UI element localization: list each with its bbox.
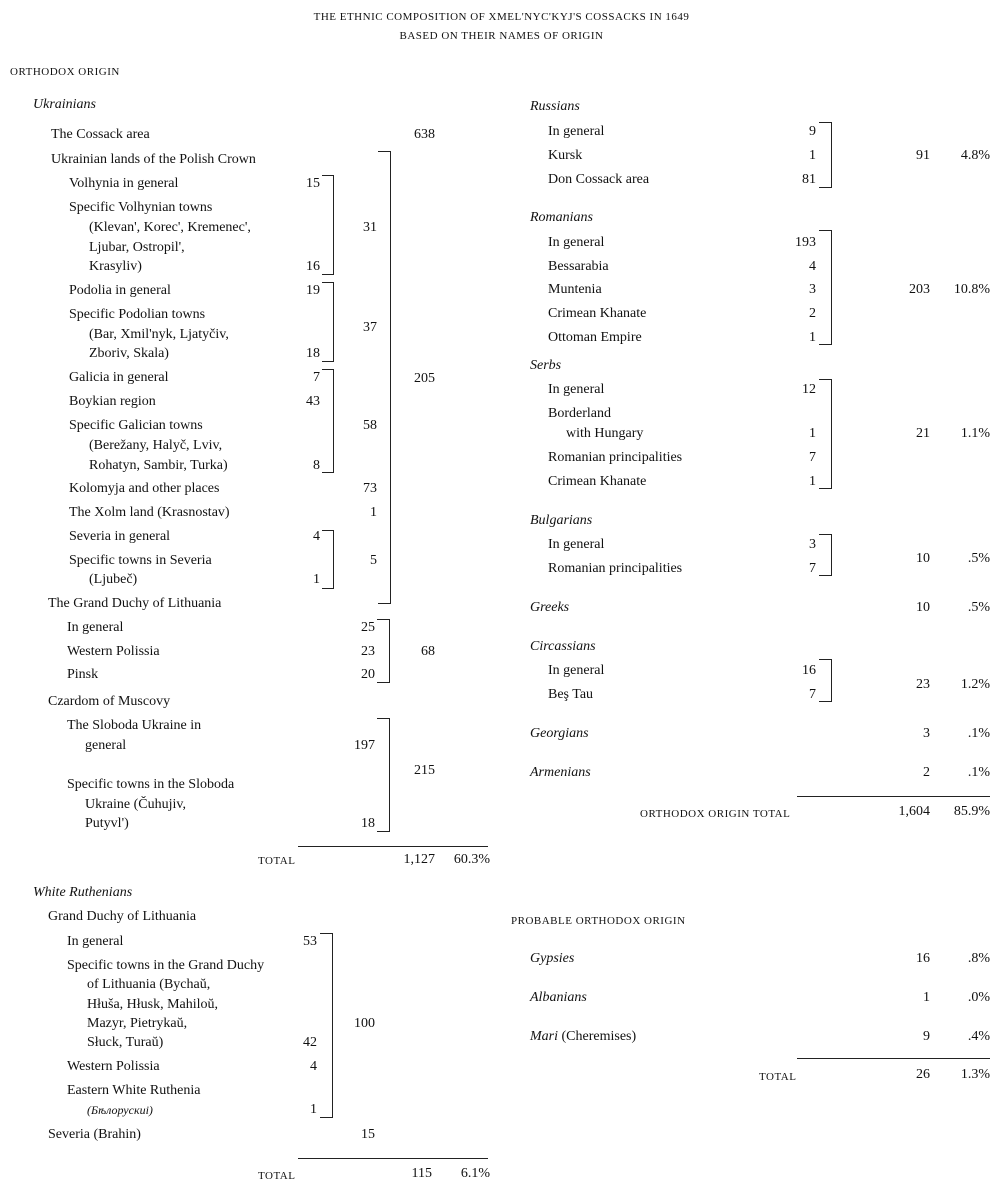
probable-total-value: 26 xyxy=(916,1067,930,1082)
wr-towns-label-3: Hłuša, Hłusk, Mahiloŭ, xyxy=(87,997,219,1012)
romanians-heading: Romanians xyxy=(530,210,593,225)
severia-towns-label-2: (Ljubeč) xyxy=(89,572,138,587)
russians-total: 91 xyxy=(916,148,930,163)
severia-general-label: Severia in general xyxy=(69,529,171,544)
lith-pinsk-label: Pinsk xyxy=(67,667,99,682)
ukrainians-total-rule xyxy=(298,846,488,847)
georgians-pct: .1% xyxy=(967,726,990,741)
romanians-row-label: Crimean Khanate xyxy=(548,306,647,321)
lith-polissia-value: 23 xyxy=(361,644,375,659)
volhynia-general-label: Volhynia in general xyxy=(69,176,179,191)
serbs-row-label: Romanian principalities xyxy=(548,450,683,465)
serbs-row-label: with Hungary xyxy=(566,426,644,441)
wr-towns-label-1: Specific towns in the Grand Duchy xyxy=(67,958,265,973)
circassians-row-value: 7 xyxy=(809,687,816,702)
cossack-area-label: The Cossack area xyxy=(51,127,150,142)
galicia-towns-label-3: Rohatyn, Sambir, Turka) xyxy=(89,458,228,473)
albanians-heading: Albanians xyxy=(530,990,587,1005)
wr-severia-value: 15 xyxy=(361,1127,375,1142)
serbs-row-label: Crimean Khanate xyxy=(548,474,647,489)
orthodox-total-label: ORTHODOX ORIGIN TOTAL xyxy=(640,808,791,820)
romanians-pct: 10.8% xyxy=(953,282,990,297)
severia-bracket xyxy=(322,530,334,589)
podolia-total: 37 xyxy=(363,320,377,335)
severia-towns-label-1: Specific towns in Severia xyxy=(69,553,212,568)
wr-towns-label-4: Mazyr, Pietrykaŭ, xyxy=(87,1016,188,1031)
lithuania-total: 68 xyxy=(421,644,435,659)
galicia-towns-value: 8 xyxy=(313,458,320,473)
circassians-pct: 1.2% xyxy=(960,677,990,692)
wr-polissia-label: Western Polissia xyxy=(67,1059,160,1074)
circassians-heading: Circassians xyxy=(530,639,596,654)
wr-eastern-label-2: (Бѣлорускиі) xyxy=(87,1103,153,1117)
muscovy-total: 215 xyxy=(414,763,435,778)
severia-total: 5 xyxy=(370,553,377,568)
volhynia-towns-label-3: Ljubar, Ostropil', xyxy=(89,240,185,255)
page-subtitle: BASED ON THEIR NAMES OF ORIGIN xyxy=(399,30,604,42)
wr-general-label: In general xyxy=(67,934,124,949)
wr-total-value: 115 xyxy=(411,1166,432,1181)
romanians-row-value: 4 xyxy=(809,259,816,274)
serbs-total: 21 xyxy=(916,426,930,441)
circassians-row-value: 16 xyxy=(802,663,816,678)
galicia-bracket xyxy=(322,369,334,473)
serbs-row-value: 7 xyxy=(809,450,816,465)
romanians-row-value: 2 xyxy=(809,306,816,321)
lith-pinsk-value: 20 xyxy=(361,667,375,682)
romanians-row-value: 3 xyxy=(809,282,816,297)
russians-row-label: In general xyxy=(548,124,605,139)
serbs-row-label: In general xyxy=(548,382,605,397)
orthodox-total-pct: 85.9% xyxy=(953,804,990,819)
white-ruthenians-heading: White Ruthenians xyxy=(33,885,133,900)
galicia-general-label: Galicia in general xyxy=(69,370,169,385)
russians-bracket xyxy=(819,122,832,188)
sloboda-towns-label-3: Putyvl') xyxy=(85,816,129,831)
romanians-row-label: Muntenia xyxy=(548,282,602,297)
serbs-heading: Serbs xyxy=(530,358,562,373)
xolm-value: 1 xyxy=(370,505,377,520)
galicia-general-value: 7 xyxy=(313,370,320,385)
russians-row-value: 9 xyxy=(809,124,816,139)
wr-bracket-total: 100 xyxy=(354,1016,375,1031)
circassians-total: 23 xyxy=(916,677,930,692)
bulgarians-row-value: 7 xyxy=(809,561,816,576)
page-title: THE ETHNIC COMPOSITION OF XMEL'NYC'KYJ'S COSSACKS IN 1649 xyxy=(313,11,690,23)
lithuania-bracket xyxy=(377,619,390,683)
volhynia-towns-label-1: Specific Volhynian towns xyxy=(69,200,213,215)
russians-row-value: 1 xyxy=(809,148,816,163)
wr-towns-label-2: of Lithuania (Bychaŭ, xyxy=(87,977,211,992)
podolia-general-label: Podolia in general xyxy=(69,283,171,298)
lith-general-value: 25 xyxy=(361,620,375,635)
romanians-total: 203 xyxy=(909,282,930,297)
galicia-towns-label-2: (Berežany, Halyč, Lviv, xyxy=(89,438,223,453)
bulgarians-row-label: In general xyxy=(548,537,605,552)
bulgarians-heading: Bulgarians xyxy=(530,513,593,528)
volhynia-bracket xyxy=(322,175,334,275)
wr-bracket xyxy=(320,933,333,1118)
volhynia-general-value: 15 xyxy=(306,176,320,191)
armenians-total: 2 xyxy=(923,765,930,780)
georgians-total: 3 xyxy=(923,726,930,741)
greeks-total: 10 xyxy=(916,600,930,615)
russians-row-label: Kursk xyxy=(548,148,583,163)
russians-row-label: Don Cossack area xyxy=(548,172,650,187)
mari-pct: .4% xyxy=(967,1029,990,1044)
cossack-area-value: 638 xyxy=(414,127,435,142)
kolomyja-label: Kolomyja and other places xyxy=(69,481,220,496)
bulgarians-total: 10 xyxy=(916,551,930,566)
serbs-row-label: Borderland xyxy=(548,406,611,421)
serbs-pct: 1.1% xyxy=(960,426,990,441)
sloboda-general-value: 197 xyxy=(354,738,375,753)
romanians-row-value: 193 xyxy=(795,235,816,250)
ukrainians-total-label: TOTAL xyxy=(258,855,296,867)
volhynia-towns-label-4: Krasyliv) xyxy=(89,259,142,274)
orthodox-total-rule xyxy=(797,796,990,797)
volhynia-total: 31 xyxy=(363,220,377,235)
albanians-total: 1 xyxy=(923,990,930,1005)
polish-crown-label: Ukrainian lands of the Polish Crown xyxy=(51,152,256,167)
podolia-towns-label-1: Specific Podolian towns xyxy=(69,307,206,322)
wr-severia-label: Severia (Brahin) xyxy=(48,1127,141,1142)
albanians-pct: .0% xyxy=(967,990,990,1005)
armenians-heading: Armenians xyxy=(530,765,591,780)
greeks-pct: .5% xyxy=(967,600,990,615)
boykian-label: Boykian region xyxy=(69,394,156,409)
mari-suffix: (Cheremises) xyxy=(561,1029,637,1044)
gypsies-heading: Gypsies xyxy=(530,951,575,966)
sloboda-general-label-2: general xyxy=(85,738,127,753)
wr-total-label: TOTAL xyxy=(258,1170,296,1182)
bulgarians-pct: .5% xyxy=(967,551,990,566)
serbs-row-value: 12 xyxy=(802,382,816,397)
volhynia-towns-value: 16 xyxy=(306,259,320,274)
lithuania-label: The Grand Duchy of Lithuania xyxy=(48,596,222,611)
polish-crown-bracket xyxy=(378,151,391,604)
bulgarians-row-label: Romanian principalities xyxy=(548,561,683,576)
lith-polissia-label: Western Polissia xyxy=(67,644,160,659)
wr-total-rule xyxy=(298,1158,488,1159)
orthodox-origin-heading: ORTHODOX ORIGIN xyxy=(10,66,120,78)
russians-row-value: 81 xyxy=(802,172,816,187)
russians-heading: Russians xyxy=(530,99,580,114)
bulgarians-bracket xyxy=(819,534,832,576)
wr-towns-label-5: Słuck, Turaŭ) xyxy=(87,1035,164,1050)
lith-general-label: In general xyxy=(67,620,124,635)
wr-eastern-value: 1 xyxy=(310,1102,317,1117)
russians-pct: 4.8% xyxy=(960,148,990,163)
bulgarians-row-value: 3 xyxy=(809,537,816,552)
probable-orthodox-heading: PROBABLE ORTHODOX ORIGIN xyxy=(511,915,686,927)
mari-heading: Mari xyxy=(530,1029,558,1044)
mari-total: 9 xyxy=(923,1029,930,1044)
podolia-towns-label-3: Zboriv, Skala) xyxy=(89,346,169,361)
kolomyja-value: 73 xyxy=(363,481,377,496)
gypsies-total: 16 xyxy=(916,951,930,966)
podolia-towns-label-2: (Bar, Xmil'nyk, Ljatyčiv, xyxy=(89,327,229,342)
severia-general-value: 4 xyxy=(313,529,320,544)
armenians-pct: .1% xyxy=(967,765,990,780)
muscovy-label: Czardom of Muscovy xyxy=(48,694,171,709)
galicia-towns-label-1: Specific Galician towns xyxy=(69,418,203,433)
serbs-bracket xyxy=(819,379,832,489)
ukrainians-heading: Ukrainians xyxy=(33,97,96,112)
volhynia-towns-label-2: (Klevan', Korec', Kremenec', xyxy=(89,220,251,235)
mari-label xyxy=(530,1028,636,1046)
probable-total-rule xyxy=(797,1058,990,1059)
romanians-row-label: In general xyxy=(548,235,605,250)
polish-crown-total: 205 xyxy=(414,371,435,386)
sloboda-towns-value: 18 xyxy=(361,816,375,831)
wr-general-value: 53 xyxy=(303,934,317,949)
wr-eastern-label-1: Eastern White Ruthenia xyxy=(67,1083,201,1098)
ukrainians-total-pct: 60.3% xyxy=(453,852,490,867)
sloboda-towns-label-1: Specific towns in the Sloboda xyxy=(67,777,235,792)
wr-polissia-value: 4 xyxy=(310,1059,317,1074)
georgians-heading: Georgians xyxy=(530,726,589,741)
ukrainians-total-value: 1,127 xyxy=(403,852,435,867)
boykian-value: 43 xyxy=(306,394,320,409)
circassians-bracket xyxy=(819,659,832,702)
serbs-row-value: 1 xyxy=(809,474,816,489)
muscovy-bracket xyxy=(377,718,390,832)
gypsies-pct: .8% xyxy=(967,951,990,966)
wr-total-pct: 6.1% xyxy=(460,1166,490,1181)
circassians-row-label: Beş Tau xyxy=(548,687,594,702)
romanians-bracket xyxy=(819,230,832,345)
greeks-heading: Greeks xyxy=(530,600,570,615)
severia-towns-value: 1 xyxy=(313,572,320,587)
sloboda-general-label-1: The Sloboda Ukraine in xyxy=(67,718,202,733)
probable-total-pct: 1.3% xyxy=(960,1067,990,1082)
podolia-towns-value: 18 xyxy=(306,346,320,361)
orthodox-total-value: 1,604 xyxy=(898,804,930,819)
circassians-row-label: In general xyxy=(548,663,605,678)
romanians-row-label: Bessarabia xyxy=(548,259,609,274)
xolm-label: The Xolm land (Krasnostav) xyxy=(69,505,230,520)
wr-gd-lithuania-label: Grand Duchy of Lithuania xyxy=(48,909,197,924)
romanians-row-value: 1 xyxy=(809,330,816,345)
serbs-row-value: 1 xyxy=(809,426,816,441)
podolia-bracket xyxy=(322,282,334,362)
probable-total-label: TOTAL xyxy=(759,1071,797,1083)
wr-towns-value: 42 xyxy=(303,1035,317,1050)
romanians-row-label: Ottoman Empire xyxy=(548,330,642,345)
galicia-total: 58 xyxy=(363,418,377,433)
sloboda-towns-label-2: Ukraine (Čuhujiv, xyxy=(85,797,186,812)
podolia-general-value: 19 xyxy=(306,283,320,298)
